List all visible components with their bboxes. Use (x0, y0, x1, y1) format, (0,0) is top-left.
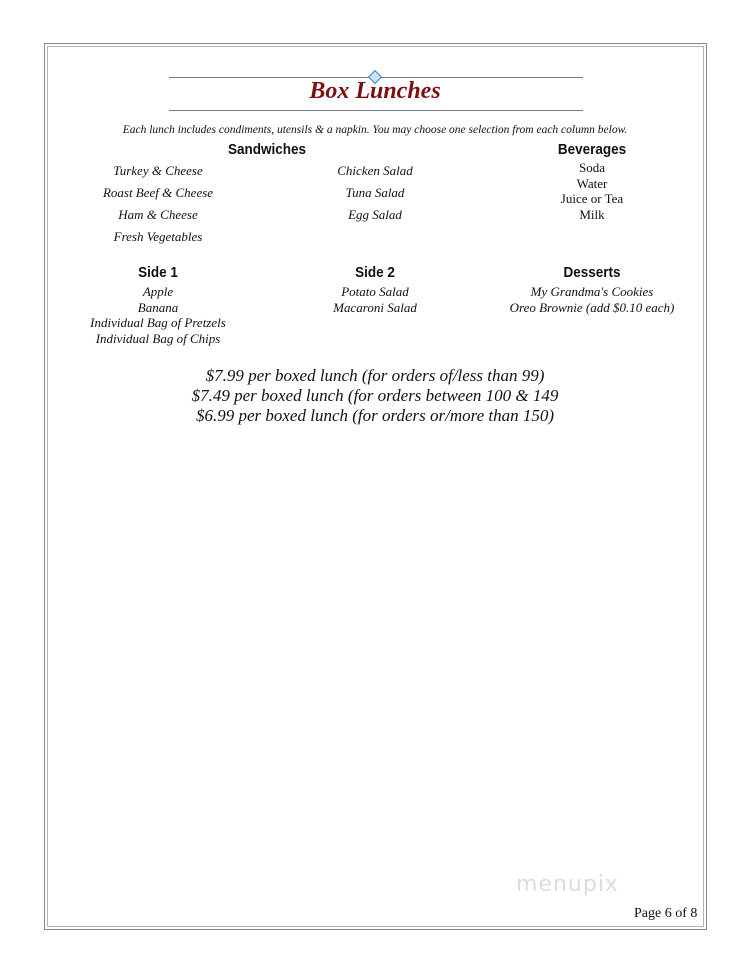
side2-heading: Side 2 (355, 264, 395, 281)
desserts-list (492, 284, 692, 315)
intro-text: Each lunch includes condiments, utensils & a napkin. You may choose one selection from each column below. (122, 124, 628, 136)
sandwiches-heading: Sandwiches (227, 141, 307, 158)
list-item: Potato Salad (341, 284, 409, 299)
pricing-block (0, 366, 750, 426)
list-item: Chicken Salad (337, 163, 413, 178)
sandwiches-list-left (78, 160, 238, 248)
side1-heading: Side 1 (138, 264, 178, 281)
list-item: Fresh Vegetables (113, 229, 203, 244)
list-item: Turkey & Cheese (113, 163, 203, 178)
list-item: Individual Bag of Pretzels (90, 315, 226, 330)
list-item: Ham & Cheese (118, 207, 198, 222)
list-item: Soda (579, 160, 605, 175)
list-item: Roast Beef & Cheese (102, 185, 214, 200)
price-line: $7.49 per boxed lunch (for orders between 100 & 149 (191, 386, 559, 405)
sandwiches-list-right (305, 160, 445, 226)
list-item: Individual Bag of Chips (95, 330, 221, 346)
side1-list (68, 284, 248, 346)
list-item: Apple (142, 284, 174, 299)
page-number: Page 6 of 8 (634, 906, 698, 921)
title-rule-bottom (169, 110, 583, 111)
page-title: Box Lunches (309, 78, 441, 104)
list-item: Oreo Brownie (add $0.10 each) (509, 299, 675, 315)
list-item: Water (576, 175, 608, 191)
price-line: $7.99 per boxed lunch (for orders of/less than 99) (205, 366, 545, 385)
beverages-list (532, 160, 652, 222)
list-item: Tuna Salad (345, 185, 405, 200)
list-item: Banana (137, 299, 179, 315)
list-item: Macaroni Salad (333, 299, 417, 315)
list-item: Egg Salad (348, 207, 402, 222)
list-item: Milk (579, 206, 605, 222)
side2-list (300, 284, 450, 315)
beverages-heading: Beverages (557, 141, 627, 158)
list-item: Juice or Tea (560, 191, 624, 206)
list-item: My Grandma's Cookies (530, 284, 654, 299)
menupix-watermark: menupix (516, 872, 619, 897)
desserts-heading: Desserts (563, 264, 621, 281)
price-line: $6.99 per boxed lunch (for orders or/more than 150) (195, 406, 555, 425)
